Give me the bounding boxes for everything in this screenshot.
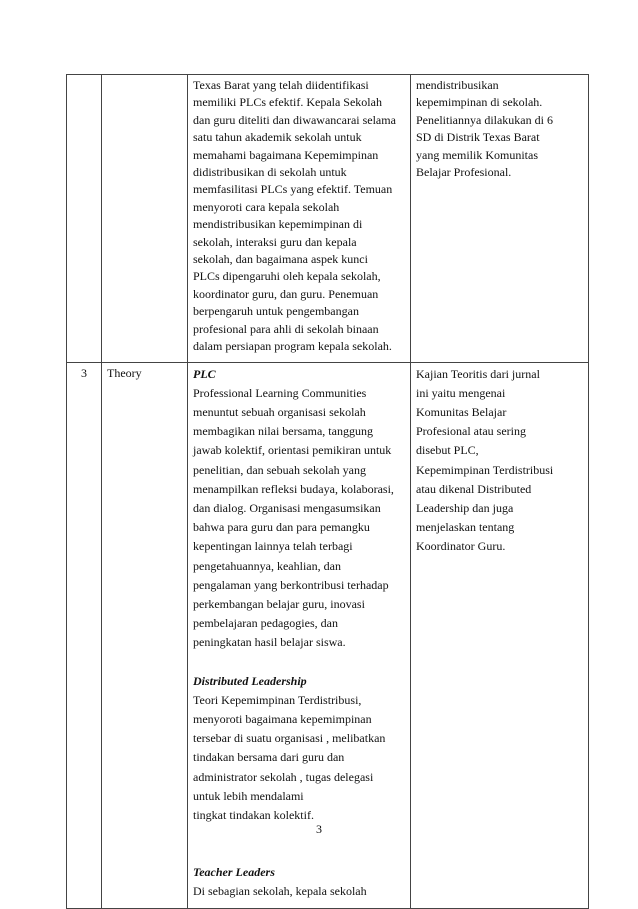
literature-table: [66, 74, 589, 909]
section-body-plc: Professional Learning Communities menuntut sebuah organisasi sekolah membagikan nilai bersama, tanggung jawab kolektif, orientasi pemikiran untuk penelitian, dan sebuah sekolah yang menampilkan refleksi budaya, kolaborasi, dan dialog. Organisasi mengasumsikan bahwa para guru dan para pemangku kepentingan lainnya telah terbagi pengetahuannya, keahlian, dan pengalaman yang berkontribusi terhadap perkembangan belajar guru, inovasi pembelajaran pedagogies, dan peningkatan hasil belajar siswa.: [193, 385, 394, 650]
content-cell: [188, 75, 411, 363]
section-body-distributed-leadership: Teori Kepemimpinan Terdistribusi, menyoroti bagaimana kepemimpinan tersebar di suatu organisasi , melibatkan tindakan bersama dari guru dan administrator sekolah , tugas delegasi untuk lebih mendalami tingkat tindakan kolektif.: [193, 692, 386, 822]
row-type-cell: Theory: [102, 362, 188, 908]
section-heading-teacher-leaders: Teacher Leaders: [193, 865, 275, 880]
content-paragraph: Texas Barat yang telah diidentifikasi memiliki PLCs efektif. Kepala Sekolah dan guru diteliti dan diwawancarai selama satu tahun akademik sekolah untuk memahami bagaimana Kepemimpinan didistribusikan di sekolah untuk memfasilitasi PLCs yang efektif. Temuan menyoroti cara kepala sekolah mendistribusikan kepemimpinan di sekolah, interaksi guru dan kepala sekolah, dan bagaimana aspek kunci PLCs dipengaruhi oleh kepala sekolah, koordinator guru, dan guru. Penemuan berpengaruh untuk pengembangan profesional para ahli di sekolah binaan dalam persiapan program kepala sekolah.: [193, 78, 396, 354]
note-paragraph: Kajian Teoritis dari jurnal ini yaitu mengenai Komunitas Belajar Profesional atau sering disebut PLC, Kepemimpinan Terdistribusi atau dikenal Distributed Leadership dan juga menjelaskan tentang Koordinator Guru.: [416, 366, 554, 554]
table-row: [67, 75, 589, 363]
section-heading-plc: PLC: [193, 366, 216, 381]
page-number: 3: [316, 822, 322, 836]
row-number-cell: [67, 75, 102, 363]
note-cell: [411, 75, 589, 363]
section-heading-distributed-leadership: Distributed Leadership: [193, 673, 307, 688]
section-body-teacher-leaders: Di sebagian sekolah, kepala sekolah: [193, 884, 367, 899]
section-spacer: [193, 653, 405, 672]
row-type-cell: [102, 75, 188, 363]
note-paragraph: mendistribusikan kepemimpinan di sekolah. Penelitiannya dilakukan di 6 SD di Distrik Texas Barat yang memilik Komunitas Belajar Profesional.: [416, 78, 553, 180]
row-number-cell: 3: [67, 362, 102, 908]
